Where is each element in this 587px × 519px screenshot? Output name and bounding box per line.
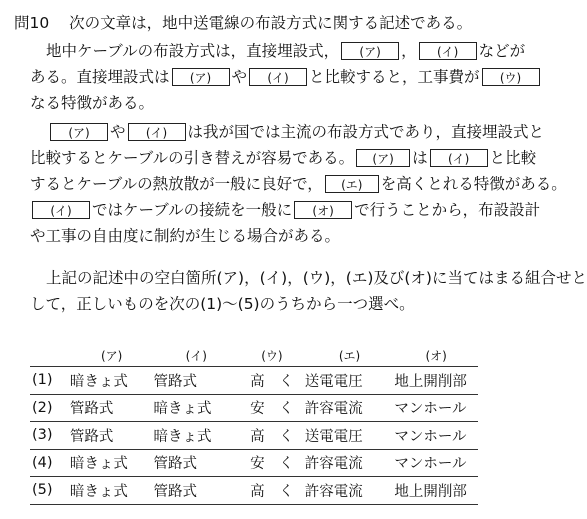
choices-header-row [30, 344, 478, 367]
choice-cell: 送電電圧 [305, 422, 395, 450]
choice-cell: マンホール [394, 449, 478, 477]
header-cell-a: (ア) [100, 348, 123, 363]
choice-row [30, 394, 478, 422]
choice-cell: 管路式 [153, 367, 239, 395]
choice-cell: マンホール [394, 394, 478, 422]
blank-i-box: (イ) [249, 68, 307, 86]
choice-number: (1) [30, 367, 70, 395]
passage-text: するとケーブルの熱放散が一般に良好で， [30, 175, 323, 193]
choice-cell: 管路式 [70, 422, 154, 450]
passage-text: を高くとれる特徴がある。 [380, 175, 567, 193]
blank-a-box: (ア) [172, 68, 230, 86]
choice-cell: 暗きょ式 [70, 367, 154, 395]
passage-text: は我が国では主流の布設方式であり，直接埋設式と [187, 123, 545, 141]
passage-line [30, 199, 540, 221]
blank-i-box: (イ) [32, 201, 90, 219]
blank-i-box: (イ) [430, 149, 488, 167]
choice-number: (5) [30, 477, 70, 505]
header-cell-o: (オ) [425, 348, 447, 363]
choice-cell: 送電電圧 [305, 367, 395, 395]
choice-row [30, 477, 478, 505]
choice-row [30, 449, 478, 477]
header-cell-i: (イ) [185, 348, 207, 363]
blank-a-box: (ア) [50, 123, 108, 141]
choice-cell: 許容電流 [305, 449, 395, 477]
choice-cell: 許容電流 [305, 394, 395, 422]
blank-e-box: (エ) [325, 175, 379, 193]
choice-number: (3) [30, 422, 70, 450]
blank-a-box: (ア) [356, 149, 410, 167]
passage-text: は [412, 149, 428, 167]
passage-text: ある。直接埋設式は [30, 68, 170, 86]
passage-line [30, 66, 542, 88]
instruction-line-2: して，正しいものを次の(1)～(5)のうちから一つ選べ。 [30, 295, 415, 313]
passage-line [30, 92, 154, 114]
passage-text: で行うことから，布設設計 [354, 201, 541, 219]
choice-cell: 暗きょ式 [153, 394, 239, 422]
header-cell [30, 344, 70, 367]
choice-cell: 許容電流 [305, 477, 395, 505]
choice-cell: 地上開削部 [394, 367, 478, 395]
passage-line [30, 147, 536, 169]
header-cell-e: (エ) [338, 348, 361, 363]
choice-cell: 安 く [239, 449, 305, 477]
passage-text: と比較 [489, 149, 537, 167]
choice-cell: 高 く [239, 477, 305, 505]
choice-row [30, 367, 478, 395]
choice-cell: 管路式 [153, 449, 239, 477]
choice-cell: 管路式 [153, 477, 239, 505]
question-intro: 次の文章は，地中送電線の布設方式に関する記述である。 [69, 14, 473, 32]
passage-text: や [110, 123, 126, 141]
choice-cell: 暗きょ式 [70, 449, 154, 477]
choice-cell: 高 く [239, 367, 305, 395]
instruction-line-1: 上記の記述中の空白箇所(ア)，(イ)，(ウ)，(エ)及び(オ)に当てはまる組合せと [46, 269, 587, 287]
choice-cell: 高 く [239, 422, 305, 450]
passage-text: や工事の自由度に制約が生じる場合がある。 [30, 227, 341, 245]
blank-o-box: (オ) [294, 201, 352, 219]
passage-line [30, 173, 567, 195]
choice-row [30, 422, 478, 450]
choice-cell: 地上開削部 [394, 477, 478, 505]
choice-cell: 暗きょ式 [153, 422, 239, 450]
passage-text: や [231, 68, 248, 86]
passage-line [48, 121, 544, 143]
blank-i-box: (イ) [128, 123, 186, 141]
choice-cell: マンホール [394, 422, 478, 450]
choice-number: (4) [30, 449, 70, 477]
passage-text: 比較するとケーブルの引き替えが容易である。 [30, 149, 355, 167]
choice-cell: 安 く [239, 394, 305, 422]
question-heading [14, 12, 472, 34]
passage-text: などが [478, 42, 526, 60]
passage-text: 地中ケーブルの布設方式は，直接埋設式， [46, 42, 340, 60]
passage-text: ， [401, 42, 417, 60]
question-number: 問10 [14, 14, 50, 32]
passage-line [30, 225, 340, 247]
passage-text: なる特徴がある。 [30, 94, 155, 112]
choice-cell: 暗きょ式 [70, 477, 154, 505]
choice-cell: 管路式 [70, 394, 154, 422]
passage-text: と比較すると，工事費が [309, 68, 480, 86]
blank-u-box: (ウ) [482, 68, 540, 86]
choices-table [30, 344, 478, 505]
passage-line [46, 40, 525, 62]
passage-text: ではケーブルの接続を一般に [92, 201, 293, 219]
header-cell-u: (ウ) [261, 348, 283, 363]
blank-a-box: (ア) [341, 42, 399, 60]
choice-number: (2) [30, 394, 70, 422]
blank-i-box: (イ) [419, 42, 477, 60]
